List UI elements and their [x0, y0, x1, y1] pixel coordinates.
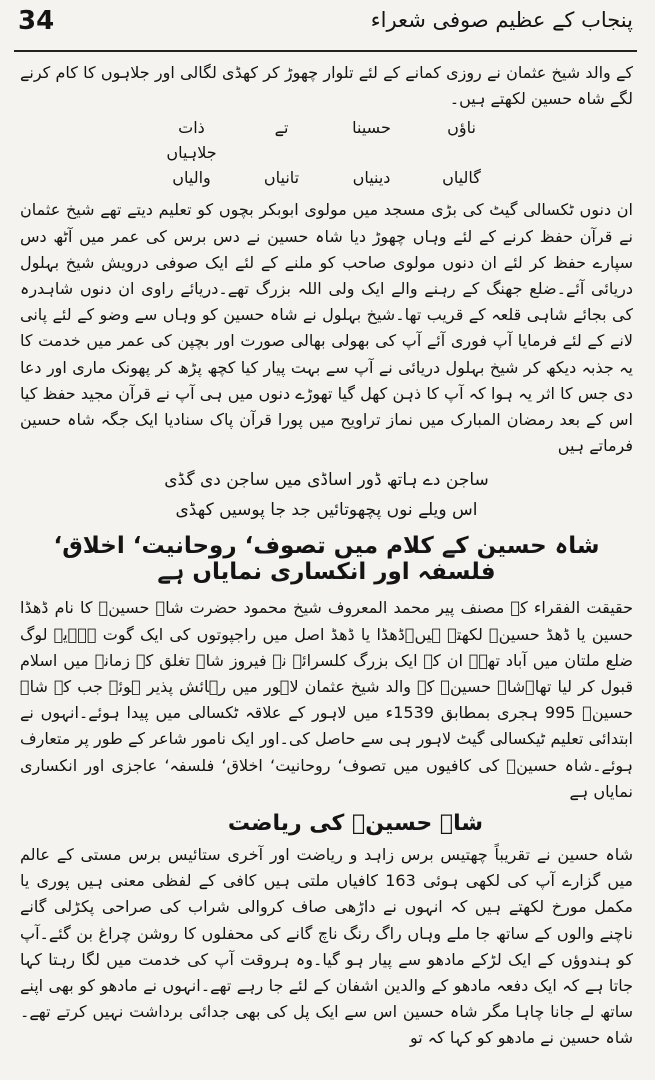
paragraph-lineage: حقیقت الفقراء کے مصنف پیر محمد المعروف شیخ محمود حضرت شاہ حسینؒ کا نام ڈھڈا حسین یا ڈھڈ حسینؒ لکھتے ہیں۔ڈھڈا یا ڈھڈ اصل میں راجپوتوں کی ایک گوت ہے۔یہ لوگ ضلع ملتان میں آباد تھے۔ ان کے ایک بزرگ کلسرائے نے فیروز شاہ تغلق کے زمانے میں اسلام قبول کر لیا تھا۔شاہ حسینؒ کے والد شیخ عثمان لاہور میں رہائش پذیر ہوئے جب کہ شاہ حسینؒ 995 ہجری بمطابق 1539ء میں لاہور کے علاقہ ٹکسالی میں پیدا ہوئے۔انہوں نے ابتدائی تعلیم ٹیکسالی گیٹ لاہور ہی سے حاصل کی۔اور ایک نامور شاعر کے طور پر متعارف ہوئے۔شاہ حسینؒ کی کافیوں میں تصوف‘ روحانیت‘ اخلاق‘ فلسفہ‘ عاجزی اور انکساری نمایاں ہے [20, 598, 634, 801]
verse-word: ذات [178, 118, 205, 138]
verse-word: تانیاں [263, 168, 300, 188]
running-title: پنجاب کے عظیم صوفی شعراء [370, 8, 633, 32]
section-heading-riyazat: شاہ حسینؒ کی ریاضت [227, 811, 483, 837]
page-header [14, 4, 637, 48]
couplet-line-1: ساجن دے ہاتھ ڈور اساڈی میں ساجن دی گڈی [164, 470, 489, 491]
paragraph-intro: کے والد شیخ عثمان نے روزی کمانے کے لئے تلوار چھوڑ کر کھڈی لگالی اور جلاہوں کا کام کرنے لگے شاہ حسین لکھتے ہیں۔ [20, 63, 633, 109]
page-body [20, 60, 633, 1074]
section-heading-kalam: شاہ حسین کے کلام میں تصوف‘ روحانیت‘ اخلاق‘ فلسفہ اور انکساری نمایاں ہے [53, 533, 600, 586]
verse-word: ناؤں [447, 118, 476, 138]
verse-word: دینیاں [352, 168, 391, 188]
verse-word: والیاں [172, 168, 211, 188]
verse-word: حسینا [352, 118, 391, 138]
couplet [20, 465, 633, 525]
verse-table [20, 118, 633, 187]
verse-word: گالیاں [442, 168, 481, 188]
verse-word: تے [274, 118, 289, 138]
header-rule [14, 50, 637, 52]
verse-word: جلاہیاں [166, 143, 217, 163]
couplet-line-2: اس ویلے نوں پچھوتائیں جد جا پوسیں کھڈی [175, 500, 478, 521]
page-number: 34 [18, 6, 55, 36]
paragraph-riyazat: شاہ حسین نے تقریباً چھتیس برس زاہد و ریاضت اور آخری ستائیس برس مستی کے عالم میں گزارے آپ کی لکھی ہوئی 163 کافیاں ملتی ہیں کافی کے لفظی معنی ہیں پوری یا مکمل مورخ لکھتے ہیں کہ انہوں نے داڑھی صاف کروالی شراب کی صراحی پکڑلی گانے ناچنے والوں کے ساتھ جا ملے وہاں راگ رنگ ناچ گانے کی محفلوں کا روشن چراغ بن گئے۔آپ کو ہندوؤں کے ایک لڑکے مادھو سے پیار ہو گیا۔وہ ہروقت آپ کی خدمت میں لگا رہتا کہا جاتا ہے کہ ایک دفعہ مادھو کے والدین اشفان کے لئے جا رہے تھے۔انہوں نے مادھو کو بھی اپنے ساتھ لے جانا چاہا مگر شاہ حسین اس سے ایک پل کی بھی جدائی برداشت نہیں کرتے تھے۔شاہ حسین نے مادھو کو کہا کہ تو [20, 845, 633, 1048]
paragraph-childhood: ان دنوں ٹکسالی گیٹ کی بڑی مسجد میں مولوی ابوبکر بچوں کو تعلیم دیتے تھے شیخ عثمان نے قرآن حفظ کرنے کے لئے وہاں چھوڑ دیا شاہ حسین نے دس برس کی عمر میں آٹھ دس سپارے حفظ کر لئے ان دنوں مولوی صاحب کو ملنے کے لئے ایک صوفی درویش شیخ بہلول دریائی آئے۔ضلع جھنگ کے رہنے والے ایک ولی اللہ بزرگ تھے۔دریائے راوی ان دنوں شاہدرہ کی بجائے شاہی قلعہ کے قریب تھا۔شیخ بہلول نے شاہ حسین کو وہاں سے وضو کے لئے پانی لانے کے لئے فرمایا آپ فوری آئے آپ کی بھولی بھالی صورت اور بچپن کی عمر میں خدمت کا یہ جذبہ دیکھ کر شیخ بہلول دریائی نے آپ سے بہت پیار کیا کچھ پڑھ کر پھونک ماری اور دعا دی جس کا اثر یہ ہوا کہ آپ کا ذہن کھل گیا تھوڑے دنوں میں ہی آپ نے قرآن مجید حفظ کیا اس کے بعد رمضان المبارک میں نماز تراویح میں پورا قرآن پاک سنادیا ایک جگہ شاہ حسین فرماتے ہیں [20, 200, 633, 456]
